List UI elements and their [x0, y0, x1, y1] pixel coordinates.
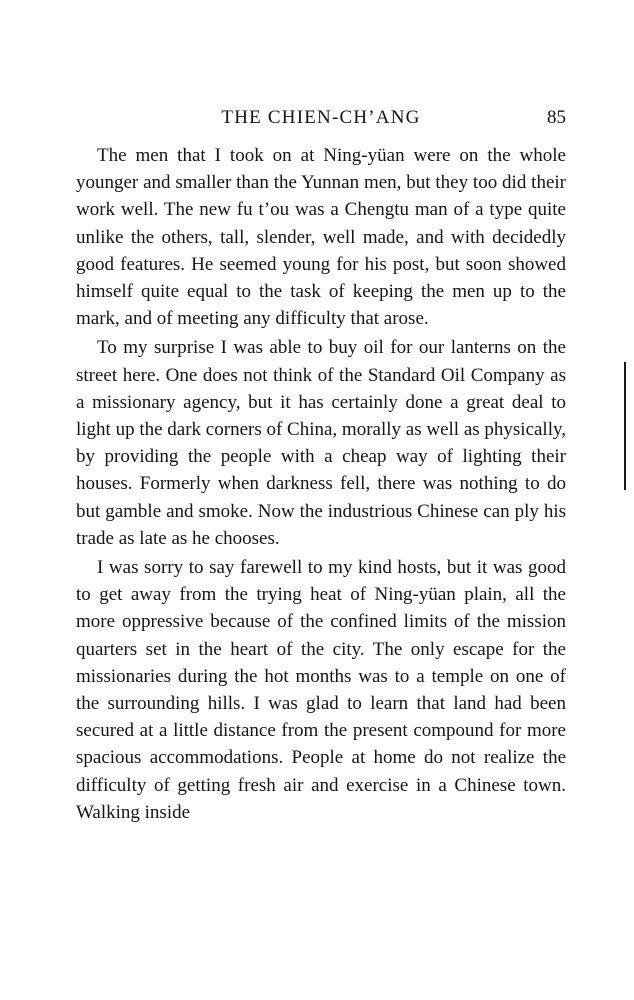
chapter-title: THE CHIEN-CH’ANG	[221, 107, 421, 128]
scan-edge-mark	[624, 362, 626, 490]
running-head	[76, 103, 566, 133]
paragraph-2: To my surprise I was able to buy oil for our lanterns on the street here. One does not think of the Standard Oil Company as a missionary agency, but it has certainly done a great deal to light up the dark corners of China, morally as well as physically, by providing the people with a cheap way of lighting their houses. Formerly when darkness fell, there was nothing to do but gamble and smoke. Now the industrious Chinese can ply his trade as late as he chooses.	[76, 337, 567, 549]
body-text	[76, 142, 566, 826]
paragraph-1: The men that I took on at Ning-yüan were on the whole younger and smaller than the Yunnan men, but they too did their work well. The new fu t’ou was a Chengtu man of a type quite unlike the others, tall, slender, well made, and with decidedly good features. He seemed young for his post, but soon showed himself quite equal to the task of keeping the men up to the mark, and of meeting any difficulty that arose.	[76, 145, 566, 330]
paragraph-3: I was sorry to say farewell to my kind hosts, but it was good to get away from the trying heat of Ning-yüan plain, all the more oppressive because of the confined limits of the mission quarters set in the heart of the city. The only escape for the missionaries during the hot months was to a temple on one of the surrounding hills. I was glad to learn that land had been secured at a little distance from the present compound for more spacious accommodations. People at home do not realize the difficulty of getting fresh air and exercise in a Chinese town. Walking inside	[76, 557, 566, 823]
page-number: 85	[547, 107, 566, 128]
